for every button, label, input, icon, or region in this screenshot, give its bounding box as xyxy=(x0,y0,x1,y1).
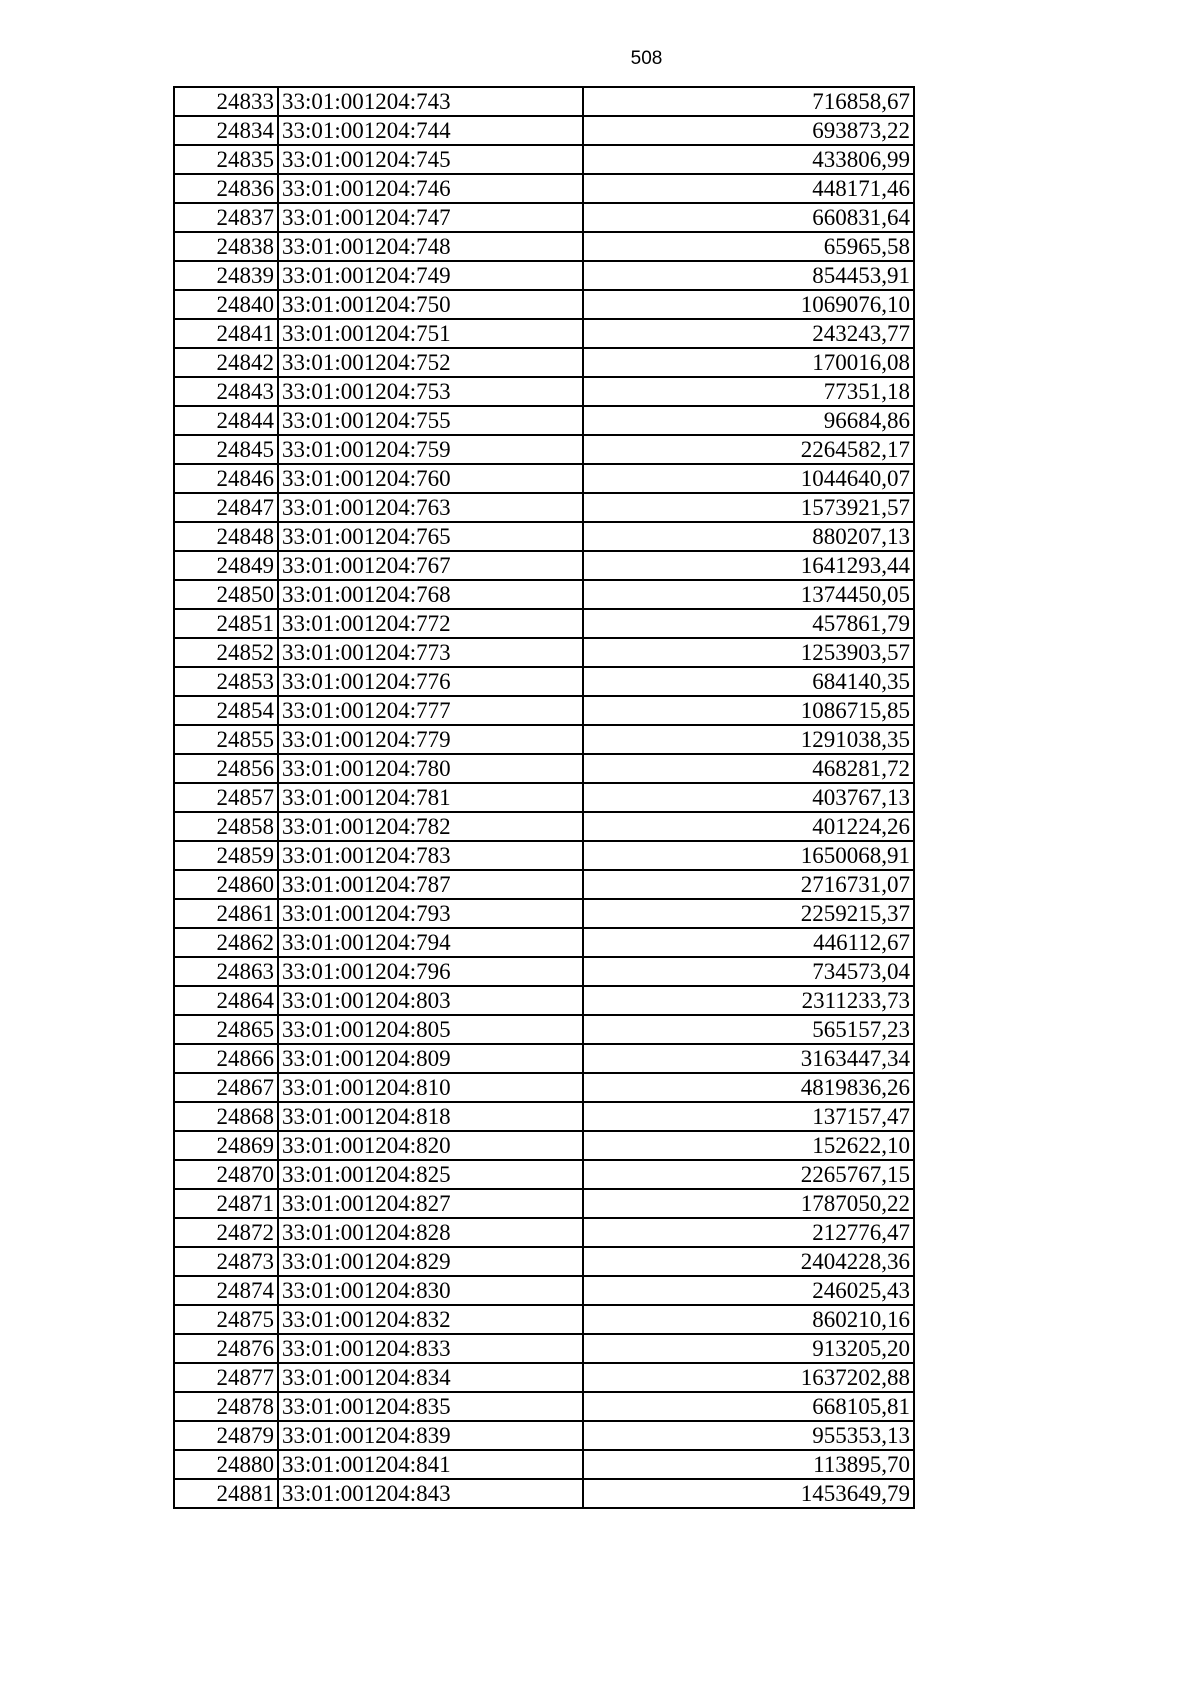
row-number-cell: 24860 xyxy=(174,870,278,899)
table-row xyxy=(174,1479,914,1508)
cadastral-value-cell: 1637202,88 xyxy=(583,1363,914,1392)
row-number-cell: 24863 xyxy=(174,957,278,986)
row-number-cell: 24877 xyxy=(174,1363,278,1392)
cadastral-value-cell: 448171,46 xyxy=(583,174,914,203)
row-number-cell: 24857 xyxy=(174,783,278,812)
cadastral-value-cell: 880207,13 xyxy=(583,522,914,551)
row-number-cell: 24845 xyxy=(174,435,278,464)
cadastral-number-cell: 33:01:001204:782 xyxy=(278,812,583,841)
row-number-cell: 24835 xyxy=(174,145,278,174)
cadastral-value-cell: 1069076,10 xyxy=(583,290,914,319)
cadastral-number-cell: 33:01:001204:760 xyxy=(278,464,583,493)
cadastral-value-cell: 403767,13 xyxy=(583,783,914,812)
table-row xyxy=(174,667,914,696)
cadastral-number-cell: 33:01:001204:827 xyxy=(278,1189,583,1218)
cadastral-number-cell: 33:01:001204:772 xyxy=(278,609,583,638)
cadastral-number-cell: 33:01:001204:843 xyxy=(278,1479,583,1508)
row-number-cell: 24839 xyxy=(174,261,278,290)
table-row xyxy=(174,203,914,232)
cadastral-value-cell: 1453649,79 xyxy=(583,1479,914,1508)
table-row xyxy=(174,290,914,319)
cadastral-number-cell: 33:01:001204:751 xyxy=(278,319,583,348)
table-row xyxy=(174,406,914,435)
cadastral-number-cell: 33:01:001204:755 xyxy=(278,406,583,435)
cadastral-value-cell: 4819836,26 xyxy=(583,1073,914,1102)
table-row xyxy=(174,1160,914,1189)
cadastral-value-cell: 446112,67 xyxy=(583,928,914,957)
row-number-cell: 24847 xyxy=(174,493,278,522)
cadastral-number-cell: 33:01:001204:763 xyxy=(278,493,583,522)
row-number-cell: 24871 xyxy=(174,1189,278,1218)
cadastral-value-cell: 433806,99 xyxy=(583,145,914,174)
row-number-cell: 24868 xyxy=(174,1102,278,1131)
cadastral-number-cell: 33:01:001204:793 xyxy=(278,899,583,928)
cadastral-value-cell: 77351,18 xyxy=(583,377,914,406)
row-number-cell: 24854 xyxy=(174,696,278,725)
row-number-cell: 24848 xyxy=(174,522,278,551)
cadastral-number-cell: 33:01:001204:759 xyxy=(278,435,583,464)
row-number-cell: 24874 xyxy=(174,1276,278,1305)
page-number: 508 xyxy=(630,48,663,69)
cadastral-value-cell: 65965,58 xyxy=(583,232,914,261)
table-row xyxy=(174,493,914,522)
row-number-cell: 24851 xyxy=(174,609,278,638)
row-number-cell: 24873 xyxy=(174,1247,278,1276)
table-row xyxy=(174,986,914,1015)
cadastral-number-cell: 33:01:001204:835 xyxy=(278,1392,583,1421)
table-row xyxy=(174,522,914,551)
table-row xyxy=(174,638,914,667)
cadastral-number-cell: 33:01:001204:779 xyxy=(278,725,583,754)
cadastral-number-cell: 33:01:001204:787 xyxy=(278,870,583,899)
row-number-cell: 24864 xyxy=(174,986,278,1015)
cadastral-number-cell: 33:01:001204:776 xyxy=(278,667,583,696)
cadastral-number-cell: 33:01:001204:830 xyxy=(278,1276,583,1305)
row-number-cell: 24846 xyxy=(174,464,278,493)
cadastral-value-cell: 1253903,57 xyxy=(583,638,914,667)
cadastral-number-cell: 33:01:001204:777 xyxy=(278,696,583,725)
row-number-cell: 24855 xyxy=(174,725,278,754)
row-number-cell: 24850 xyxy=(174,580,278,609)
cadastral-number-cell: 33:01:001204:745 xyxy=(278,145,583,174)
cadastral-value-cell: 1044640,07 xyxy=(583,464,914,493)
cadastral-value-cell: 1641293,44 xyxy=(583,551,914,580)
cadastral-value-cell: 113895,70 xyxy=(583,1450,914,1479)
table-row xyxy=(174,957,914,986)
table-row xyxy=(174,1363,914,1392)
cadastral-value-cell: 854453,91 xyxy=(583,261,914,290)
table-row xyxy=(174,319,914,348)
row-number-cell: 24859 xyxy=(174,841,278,870)
row-number-cell: 24861 xyxy=(174,899,278,928)
row-number-cell: 24872 xyxy=(174,1218,278,1247)
table-row xyxy=(174,1189,914,1218)
row-number-cell: 24856 xyxy=(174,754,278,783)
row-number-cell: 24867 xyxy=(174,1073,278,1102)
row-number-cell: 24876 xyxy=(174,1334,278,1363)
cadastral-value-cell: 212776,47 xyxy=(583,1218,914,1247)
table-row xyxy=(174,1450,914,1479)
row-number-cell: 24852 xyxy=(174,638,278,667)
cadastral-number-cell: 33:01:001204:796 xyxy=(278,957,583,986)
cadastral-value-cell: 2259215,37 xyxy=(583,899,914,928)
cadastral-value-cell: 468281,72 xyxy=(583,754,914,783)
table-row xyxy=(174,1392,914,1421)
table-row xyxy=(174,1015,914,1044)
cadastral-number-cell: 33:01:001204:805 xyxy=(278,1015,583,1044)
row-number-cell: 24840 xyxy=(174,290,278,319)
cadastral-number-cell: 33:01:001204:752 xyxy=(278,348,583,377)
cadastral-number-cell: 33:01:001204:841 xyxy=(278,1450,583,1479)
cadastral-value-cell: 243243,77 xyxy=(583,319,914,348)
cadastral-number-cell: 33:01:001204:753 xyxy=(278,377,583,406)
cadastral-number-cell: 33:01:001204:748 xyxy=(278,232,583,261)
row-number-cell: 24838 xyxy=(174,232,278,261)
table-row xyxy=(174,232,914,261)
cadastral-number-cell: 33:01:001204:825 xyxy=(278,1160,583,1189)
cadastral-value-cell: 1086715,85 xyxy=(583,696,914,725)
cadastral-number-cell: 33:01:001204:783 xyxy=(278,841,583,870)
cadastral-value-cell: 2716731,07 xyxy=(583,870,914,899)
row-number-cell: 24880 xyxy=(174,1450,278,1479)
table-row xyxy=(174,1247,914,1276)
cadastral-number-cell: 33:01:001204:834 xyxy=(278,1363,583,1392)
cadastral-number-cell: 33:01:001204:767 xyxy=(278,551,583,580)
row-number-cell: 24869 xyxy=(174,1131,278,1160)
table-row xyxy=(174,174,914,203)
cadastral-value-cell: 152622,10 xyxy=(583,1131,914,1160)
row-number-cell: 24842 xyxy=(174,348,278,377)
cadastral-number-cell: 33:01:001204:803 xyxy=(278,986,583,1015)
row-number-cell: 24844 xyxy=(174,406,278,435)
table-row xyxy=(174,696,914,725)
row-number-cell: 24879 xyxy=(174,1421,278,1450)
table-row xyxy=(174,435,914,464)
table-body xyxy=(174,87,914,1508)
cadastral-number-cell: 33:01:001204:765 xyxy=(278,522,583,551)
cadastral-value-cell: 2265767,15 xyxy=(583,1160,914,1189)
row-number-cell: 24837 xyxy=(174,203,278,232)
cadastral-value-cell: 2311233,73 xyxy=(583,986,914,1015)
table-row xyxy=(174,145,914,174)
table-row xyxy=(174,116,914,145)
cadastral-value-cell: 401224,26 xyxy=(583,812,914,841)
cadastral-value-cell: 2264582,17 xyxy=(583,435,914,464)
cadastral-number-cell: 33:01:001204:781 xyxy=(278,783,583,812)
cadastral-value-cell: 1291038,35 xyxy=(583,725,914,754)
table-row xyxy=(174,725,914,754)
row-number-cell: 24870 xyxy=(174,1160,278,1189)
cadastral-value-cell: 3163447,34 xyxy=(583,1044,914,1073)
row-number-cell: 24833 xyxy=(174,87,278,116)
row-number-cell: 24849 xyxy=(174,551,278,580)
cadastral-value-cell: 860210,16 xyxy=(583,1305,914,1334)
cadastral-value-cell: 734573,04 xyxy=(583,957,914,986)
table-row xyxy=(174,1044,914,1073)
table-row xyxy=(174,377,914,406)
table-row xyxy=(174,609,914,638)
row-number-cell: 24858 xyxy=(174,812,278,841)
table-row xyxy=(174,1421,914,1450)
table-row xyxy=(174,1305,914,1334)
table-row xyxy=(174,1102,914,1131)
cadastral-number-cell: 33:01:001204:780 xyxy=(278,754,583,783)
cadastral-number-cell: 33:01:001204:747 xyxy=(278,203,583,232)
table-row xyxy=(174,1334,914,1363)
cadastral-value-cell: 1573921,57 xyxy=(583,493,914,522)
cadastral-value-cell: 2404228,36 xyxy=(583,1247,914,1276)
row-number-cell: 24862 xyxy=(174,928,278,957)
cadastral-value-cell: 1787050,22 xyxy=(583,1189,914,1218)
table-row xyxy=(174,754,914,783)
row-number-cell: 24866 xyxy=(174,1044,278,1073)
cadastral-number-cell: 33:01:001204:794 xyxy=(278,928,583,957)
cadastral-value-cell: 565157,23 xyxy=(583,1015,914,1044)
row-number-cell: 24881 xyxy=(174,1479,278,1508)
table-row xyxy=(174,928,914,957)
cadastral-value-cell: 246025,43 xyxy=(583,1276,914,1305)
cadastral-value-cell: 457861,79 xyxy=(583,609,914,638)
table-row xyxy=(174,261,914,290)
cadastral-value-cell: 716858,67 xyxy=(583,87,914,116)
cadastral-number-cell: 33:01:001204:773 xyxy=(278,638,583,667)
table-row xyxy=(174,87,914,116)
cadastral-number-cell: 33:01:001204:750 xyxy=(278,290,583,319)
table-row xyxy=(174,1218,914,1247)
cadastral-number-cell: 33:01:001204:818 xyxy=(278,1102,583,1131)
cadastral-value-cell: 913205,20 xyxy=(583,1334,914,1363)
cadastral-number-cell: 33:01:001204:749 xyxy=(278,261,583,290)
cadastral-number-cell: 33:01:001204:833 xyxy=(278,1334,583,1363)
table-row xyxy=(174,348,914,377)
row-number-cell: 24836 xyxy=(174,174,278,203)
table-row xyxy=(174,812,914,841)
table-row xyxy=(174,783,914,812)
row-number-cell: 24841 xyxy=(174,319,278,348)
table-row xyxy=(174,551,914,580)
cadastral-number-cell: 33:01:001204:820 xyxy=(278,1131,583,1160)
cadastral-number-cell: 33:01:001204:810 xyxy=(278,1073,583,1102)
table-row xyxy=(174,1276,914,1305)
table-row xyxy=(174,1131,914,1160)
table-row xyxy=(174,841,914,870)
cadastral-value-cell: 1374450,05 xyxy=(583,580,914,609)
cadastral-value-cell: 137157,47 xyxy=(583,1102,914,1131)
table-row xyxy=(174,464,914,493)
row-number-cell: 24865 xyxy=(174,1015,278,1044)
cadastral-number-cell: 33:01:001204:828 xyxy=(278,1218,583,1247)
row-number-cell: 24875 xyxy=(174,1305,278,1334)
row-number-cell: 24834 xyxy=(174,116,278,145)
cadastral-value-cell: 693873,22 xyxy=(583,116,914,145)
row-number-cell: 24878 xyxy=(174,1392,278,1421)
cadastral-value-cell: 170016,08 xyxy=(583,348,914,377)
cadastral-value-cell: 955353,13 xyxy=(583,1421,914,1450)
row-number-cell: 24843 xyxy=(174,377,278,406)
table-row xyxy=(174,580,914,609)
cadastral-number-cell: 33:01:001204:743 xyxy=(278,87,583,116)
cadastral-number-cell: 33:01:001204:832 xyxy=(278,1305,583,1334)
cadastral-value-cell: 660831,64 xyxy=(583,203,914,232)
table-row xyxy=(174,870,914,899)
cadastral-value-cell: 684140,35 xyxy=(583,667,914,696)
row-number-cell: 24853 xyxy=(174,667,278,696)
table-row xyxy=(174,1073,914,1102)
cadastral-number-cell: 33:01:001204:809 xyxy=(278,1044,583,1073)
cadastral-number-cell: 33:01:001204:746 xyxy=(278,174,583,203)
cadastral-number-cell: 33:01:001204:744 xyxy=(278,116,583,145)
cadastral-value-cell: 96684,86 xyxy=(583,406,914,435)
cadastral-value-cell: 668105,81 xyxy=(583,1392,914,1421)
cadastral-number-cell: 33:01:001204:829 xyxy=(278,1247,583,1276)
cadastral-number-cell: 33:01:001204:839 xyxy=(278,1421,583,1450)
cadastral-value-table xyxy=(173,86,915,1509)
cadastral-number-cell: 33:01:001204:768 xyxy=(278,580,583,609)
cadastral-value-cell: 1650068,91 xyxy=(583,841,914,870)
table-row xyxy=(174,899,914,928)
